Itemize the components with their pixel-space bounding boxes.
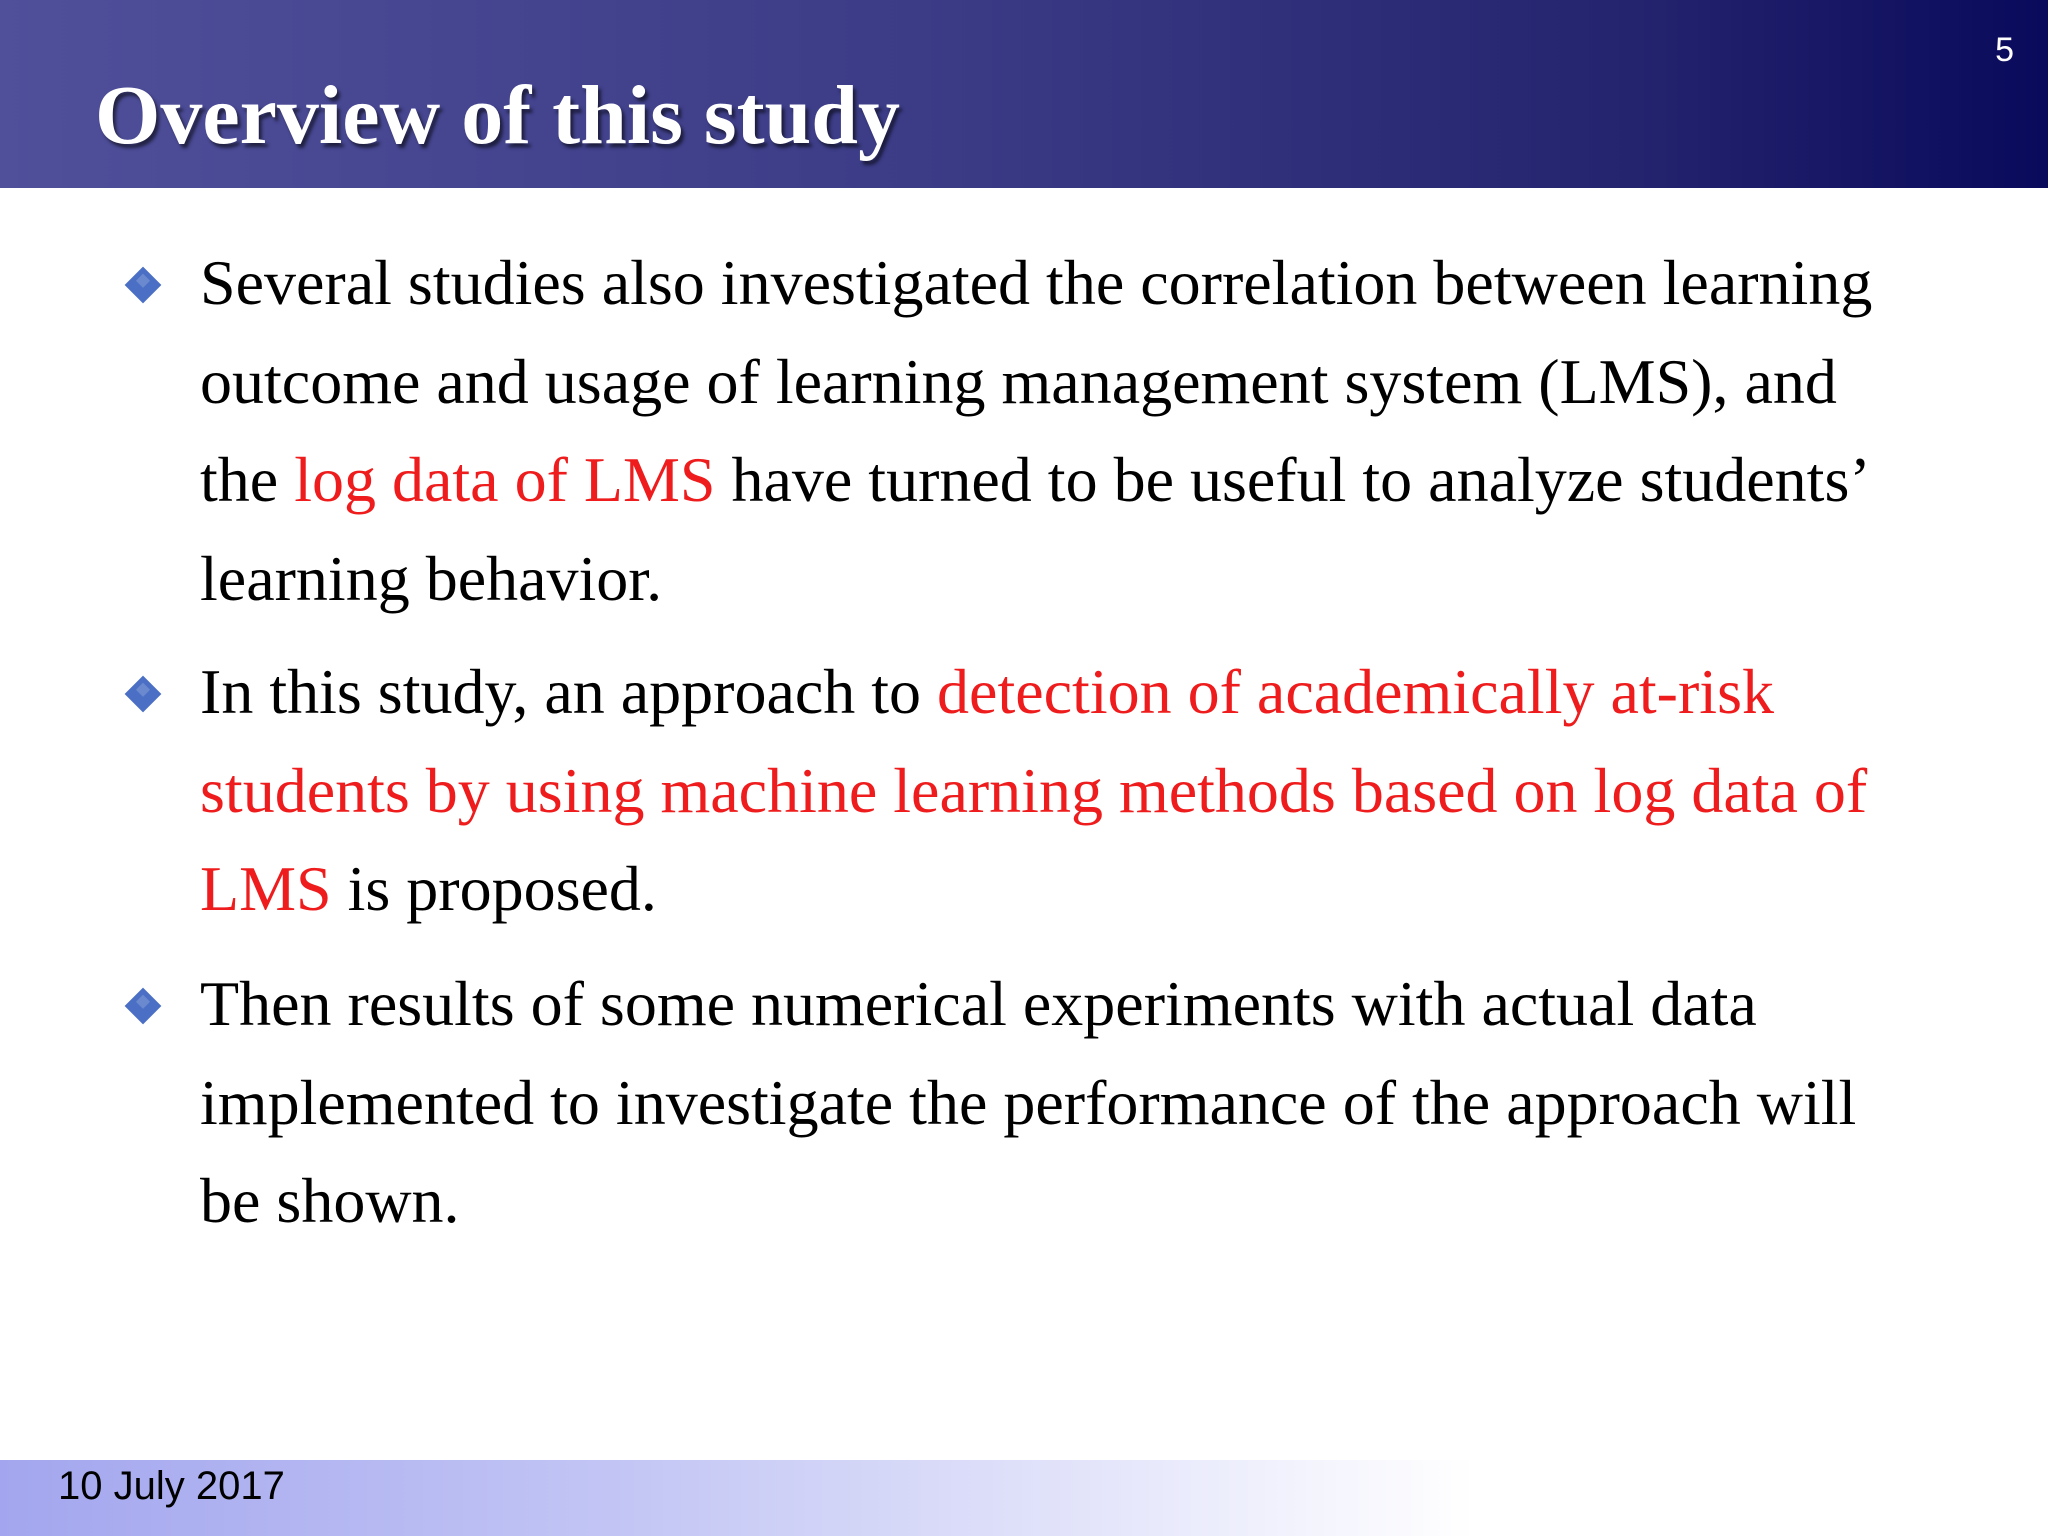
bullet-text-segment: In this study, an approach to [200,656,938,727]
slide-number: 5 [1995,31,2014,69]
diamond-icon [125,676,162,713]
bullet-item [200,955,1920,1251]
bullet-text-segment: Then results of some numerical experiments with actual data implemented to investigate the performance of the approach will be shown. [200,968,1857,1236]
footer-bar [0,1460,2048,1536]
bullet-text-segment: is proposed. [331,853,657,924]
bullet-item [200,643,1920,939]
bullet-text [200,968,1856,1236]
diamond-icon [125,988,162,1025]
bullet-text [200,656,1867,924]
bullet-text-segment: have turned to be useful to analyze students’ learning behavior. [200,444,1866,614]
highlighted-text: log data of LMS [294,444,716,515]
bullet-text-segment: Several studies also investigated the correlation between learning outcome and usage of learning management system (LMS), and the [200,247,1873,515]
slide-title: Overview of this study [95,69,900,162]
footer-date: 10 July 2017 [58,1464,285,1508]
highlighted-text: detection of academically at-risk students by using machine learning methods based on log data of LMS [200,656,1868,924]
bullet-text [200,247,1872,614]
bullet-item [200,234,1920,628]
diamond-icon [125,267,162,304]
